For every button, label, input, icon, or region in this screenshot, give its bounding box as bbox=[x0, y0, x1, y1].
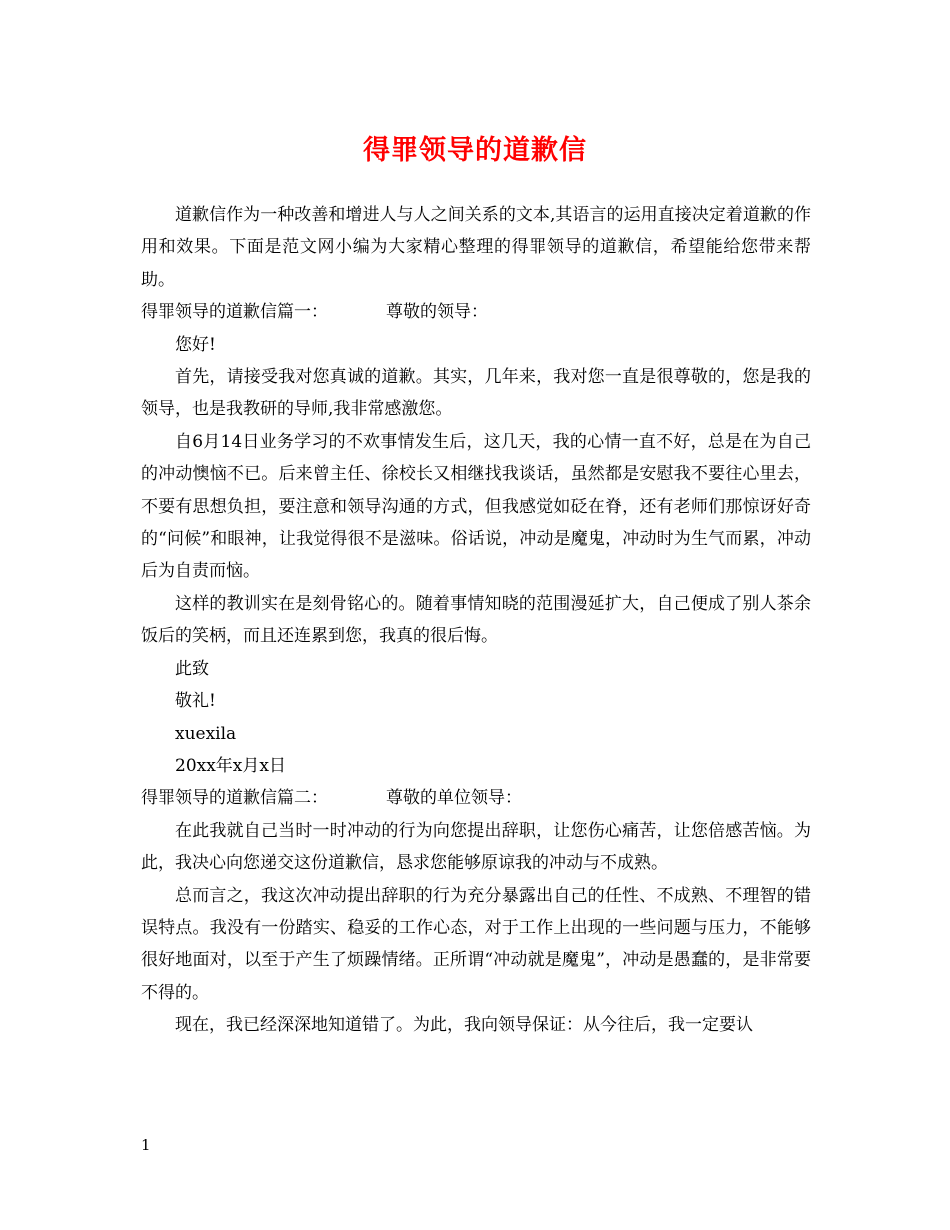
letter1-paragraph: 首先，请接受我对您真诚的道歉。其实，几年来，我对您一直是很尊敬的，您是我的领导，也是我教研的导师,我非常感激您。 bbox=[141, 367, 811, 420]
letter1-greeting: 您好! bbox=[175, 334, 216, 355]
document-body bbox=[141, 199, 811, 1042]
letter2-paragraph: 现在，我已经深深地知道错了。为此，我向领导保证：从今往后，我一定要认 bbox=[175, 1015, 753, 1036]
letter1-signature: xuexila bbox=[175, 723, 237, 744]
letter2-salutation: 尊敬的单位领导： bbox=[386, 788, 522, 809]
letter2-heading: 得罪领导的道歉信篇二： bbox=[141, 788, 328, 809]
letter2-paragraph: 总而言之，我这次冲动提出辞职的行为充分暴露出自己的任性、不成熟、不理智的错误特点。我没有一份踏实、稳妥的工作心态，对于工作上出现的一些问题与压力，不能够很好地面对，以至于产生了烦躁情绪。正所谓“冲动就是魔鬼”，冲动是愚蠢的，是非常要不得的。 bbox=[141, 885, 811, 1003]
intro-paragraph: 道歉信作为一种改善和增进人与人之间关系的文本,其语言的运用直接决定着道歉的作用和效果。下面是范文网小编为大家精心整理的得罪领导的道歉信，希望能给您带来帮助。 bbox=[141, 205, 811, 290]
letter1-closing: 此致 bbox=[175, 658, 209, 679]
letter1-heading: 得罪领导的道歉信篇一： bbox=[141, 302, 328, 323]
letter1-date: 20xx年x月x日 bbox=[175, 755, 286, 776]
letter2-heading-line bbox=[141, 782, 811, 814]
letter1-heading-line bbox=[141, 296, 811, 328]
letter1-paragraph: 这样的教训实在是刻骨铭心的。随着事情知晓的范围漫延扩大，自己便成了别人茶余饭后的笑柄，而且还连累到您，我真的很后悔。 bbox=[141, 593, 811, 647]
letter1-regards: 敬礼! bbox=[175, 691, 216, 712]
letter2-paragraph: 在此我就自己当时一时冲动的行为向您提出辞职，让您伤心痛苦，让您倍感苦恼。为此，我决心向您递交这份道歉信，恳求您能够原谅我的冲动与不成熟。 bbox=[141, 820, 811, 874]
document-title: 得罪领导的道歉信 bbox=[363, 135, 587, 166]
letter1-salutation: 尊敬的领导： bbox=[386, 302, 488, 323]
letter1-paragraph: 自6月14日业务学习的不欢事情发生后，这几天，我的心情一直不好，总是在为自己的冲动懊恼不已。后来曾主任、徐校长又相继找我谈话，虽然都是安慰我不要往心里去，不要有思想负担，要注意和领导沟通的方式，但我感觉如砭在脊，还有老师们那惊讶好奇的“问候”和眼神，让我觉得很不是滋味。俗话说，冲动是魔鬼，冲动时为生气而累，冲动后为自责而恼。 bbox=[141, 431, 811, 582]
page-number: 1 bbox=[141, 1136, 151, 1154]
